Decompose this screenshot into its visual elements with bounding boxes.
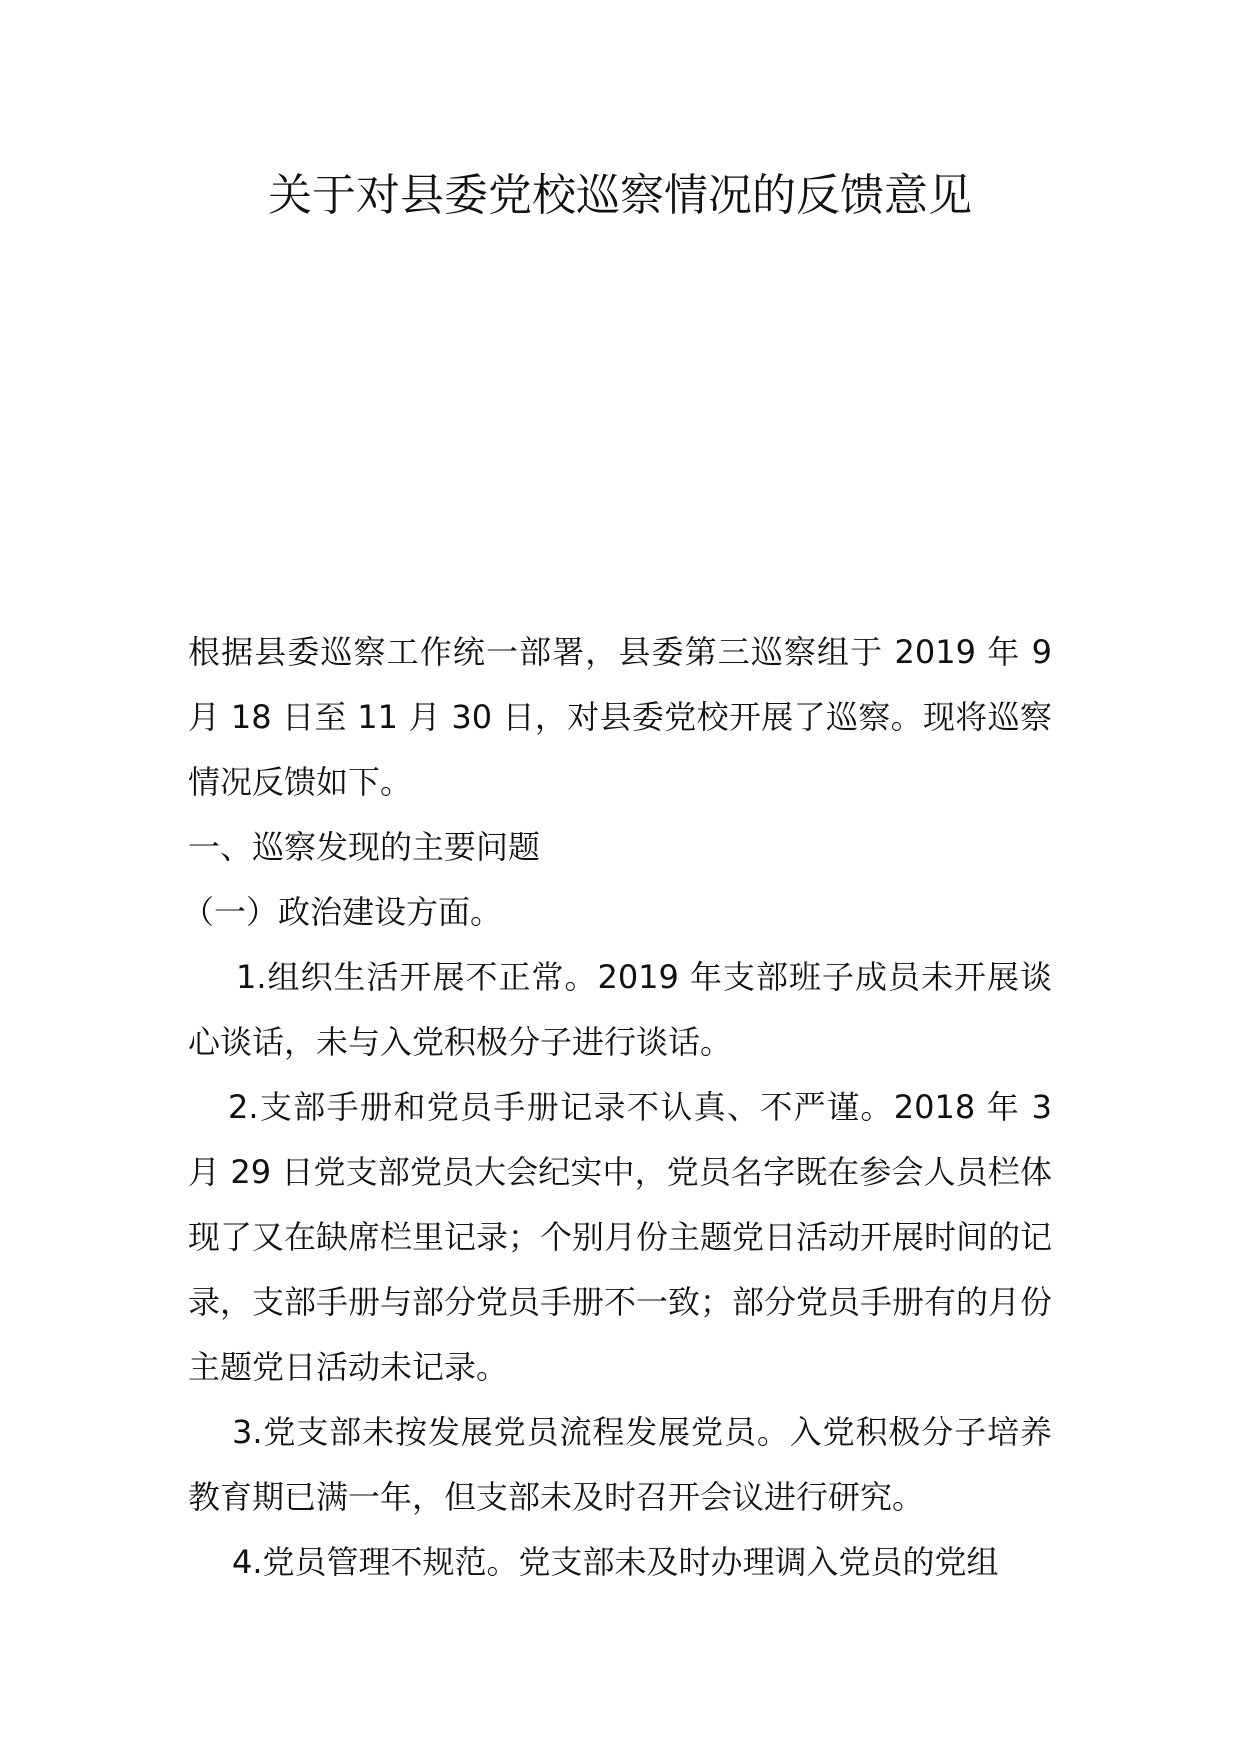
section-heading: 一、巡察发现的主要问题 <box>188 828 541 866</box>
intro-paragraph: 根据县委巡察工作统一部署，县委第三巡察组于 2019 年 9 月 18 日至 11 月 30 日，对县委党校开展了巡察。现将巡察情况反馈如下。 <box>188 633 1052 801</box>
subsection-heading: （一）政治建设方面。 <box>182 893 503 931</box>
document-body <box>182 620 1053 1595</box>
document-title: 关于对县委党校巡察情况的反馈意见 <box>268 170 972 221</box>
issue-item-1: 1.组织生活开展不正常。2019 年支部班子成员未开展谈心谈话，未与入党积极分子进行谈话。 <box>188 958 1052 1061</box>
issue-item-2: 2.支部手册和党员手册记录不认真、不严谨。2018 年 3 月 29 日党支部党员大会纪实中，党员名字既在参会人员栏体现了又在缺席栏里记录；个别月份主题党日活动开展时间的记录，支部手册与部分党员手册不一致；部分党员手册有的月份主题党日活动未记录。 <box>188 1088 1053 1386</box>
issue-item-3: 3.党支部未按发展党员流程发展党员。入党积极分子培养教育期已满一年，但支部未及时召开会议进行研究。 <box>188 1413 1052 1516</box>
issue-item-4: 4.党员管理不规范。党支部未及时办理调入党员的党组 <box>232 1543 999 1581</box>
